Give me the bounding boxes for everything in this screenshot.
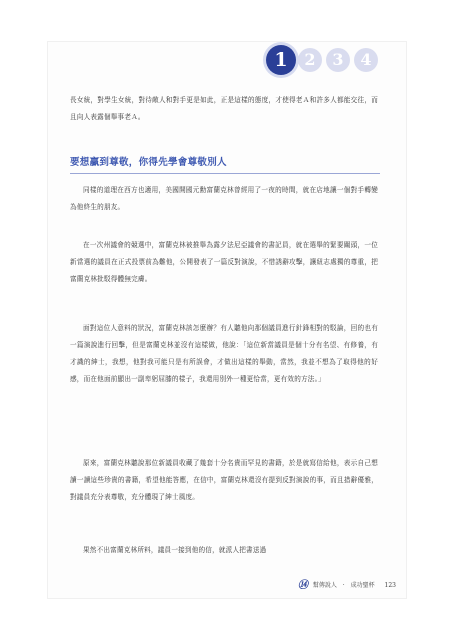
- step-2-badge: 2: [298, 48, 322, 72]
- book-page: [48, 42, 406, 598]
- paragraph-6: 果然不出富蘭克林所料，議員一接到他的信，就派人把書送過: [83, 546, 267, 554]
- book-subtitle: 成功聖杯: [350, 582, 375, 589]
- paragraph-2: 同樣的道理在西方也適用，美國開國元勳富蘭克林曾經用了一夜的時間，就在店地讓一個對手轉變為他終生的朋友。: [70, 186, 378, 211]
- step-1-badge: 1: [266, 45, 296, 75]
- page-footer: ⑭ 幫傳說人 · 成功聖杯 123: [298, 576, 396, 590]
- page-number: 123: [384, 582, 396, 589]
- paragraph-1: 長女統，對學生女統，對待敵人和對手更是如此，正是這樣的態度，才使得老Ａ和許多人都能交往，而且向人表露個舉事老Ａ。: [70, 96, 378, 121]
- series-logo: ⑭: [297, 580, 308, 591]
- paragraph-5: 原來，富蘭克林聽說那位新議員收藏了幾套十分名貴而罕見的書籍，於是就寫信給他，表示自己想讀一讀這些珍貴的書籍，希望他能答應，在信中，富蘭克林還沒有提到反對演說的事，而且措辭優雅，對議員充分表尊敬，充分體現了紳士風度。: [70, 459, 378, 501]
- paragraph-3: 在一次州議會的競選中，富蘭克林被推舉為露夕法尼亞議會的書記員，就在選舉的緊要關頭，一位新當選的議員在正式投票前為難他，公開發表了一篇反對演說，不惜誘辭攻擊，讓紐志處獨的尊重，把富蘭克林批駁得體無完膚。: [70, 241, 378, 283]
- step-4-badge: 4: [354, 48, 378, 72]
- step-3-badge: 3: [326, 48, 350, 72]
- series-title: 幫傳說人: [312, 582, 337, 589]
- paragraph-4: 面對這位人意料的狀況，富蘭克林該怎麼辦？有人聽他向那個議員進行針鋒相對的駁論，回的也有一篇演說進行回擊，但是富蘭克林並沒有這樣做，他說：「這位新當議員是個十分有名望、有修養，有才識的紳士，我想，他對我可能只是有所誤會，才做出這樣的舉動，當然，我並不想為了取得他的好感，而在他面前顯出一副卑躬屈膝的樣子，我還用別外一種更恰當，更有效的方法。」: [70, 324, 378, 383]
- section-heading: 要想贏到尊敬，你得先學會尊敬別人: [70, 157, 227, 168]
- heading-underline: [70, 173, 380, 174]
